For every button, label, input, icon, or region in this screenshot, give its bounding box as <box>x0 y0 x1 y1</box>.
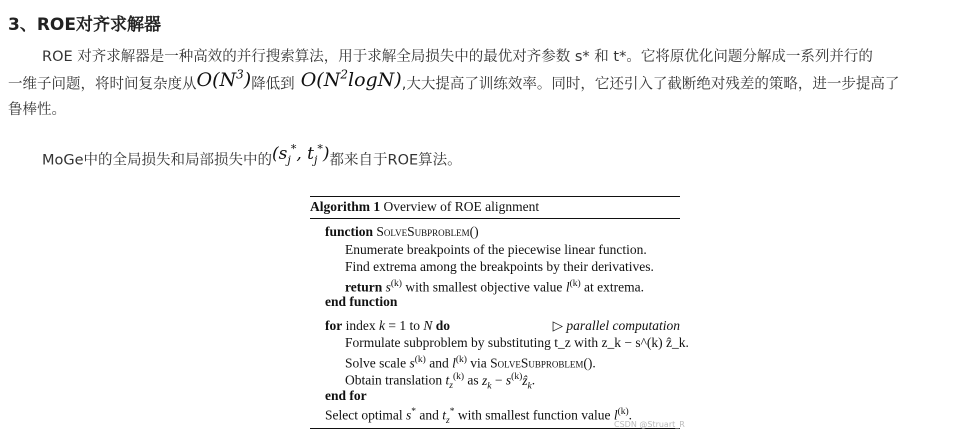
algorithm-box <box>310 196 689 429</box>
math-complexity-to: $O(N^2\log N)$ <box>300 68 402 92</box>
algo-line-solve-scale: Solve scale $s^{(k)}$ and $l^{(k)}$ via SolveSubproblem(). <box>345 354 596 370</box>
algorithm-title: Algorithm 1 Overview of ROE alignment <box>310 199 540 214</box>
text-segment: 都来自于ROE算法。 <box>329 152 462 169</box>
algo-line-enumerate: Enumerate breakpoints of the piecewise linear function. <box>345 241 647 257</box>
text-segment: 降低到 <box>251 76 295 93</box>
math-scale-shift: ($s_j^*$, $t_j^*$) <box>272 142 330 167</box>
algo-line-function: function SolveSubproblem() <box>325 224 479 239</box>
algo-line-find-extrema: Find extrema among the breakpoints by their derivatives. <box>345 259 654 274</box>
watermark: CSDN @Struart_R <box>614 420 685 429</box>
paragraph-2 <box>42 142 462 170</box>
math-complexity-from: $O(N^3)$ <box>196 68 252 92</box>
algo-line-return: return $s^{(k)}$ with smallest objective value $l^{(k)}$ at extrema. <box>345 278 644 294</box>
text-segment: 一维子问题，将时间复杂度从 <box>8 76 197 93</box>
paragraph-1-line-1: ROE 对齐求解器是一种高效的并行搜索算法，用于求解全局损失中的最优对齐参数 s* 和 t*。它将原优化问题分解成一系列并行的 <box>42 49 873 65</box>
text-segment: ,大大提高了训练效率。同时，它还引入了截断绝对残差的策略，进一步提高了 <box>401 76 900 93</box>
algo-comment: ▷ parallel computation <box>552 317 680 333</box>
section-heading: 3、ROE对齐求解器 <box>8 15 161 35</box>
text-segment: MoGe中的全局损失和局部损失中的 <box>42 152 273 169</box>
algo-line-formulate: Formulate subproblem by substituting t_z with z_k − s^(k) ẑ_k. <box>345 335 689 350</box>
algo-line-obtain-translation: Obtain translation $t_z^{(k)}$ as $z_k$ − $s^{(k)}ẑ_k$. <box>345 372 536 392</box>
paragraph-1-line-2 <box>8 68 899 93</box>
algo-line-end-for: end for <box>325 387 367 403</box>
algo-line-for: for index k = 1 to N do ▷ parallel computation <box>325 317 680 333</box>
paragraph-1-line-3: 鲁棒性。 <box>8 102 66 118</box>
algo-line-end-function: end function <box>325 294 398 309</box>
algo-line-select: Select optimal s* and $t_z^*$ with smallest function value $l^{(k)}$. <box>325 407 633 427</box>
